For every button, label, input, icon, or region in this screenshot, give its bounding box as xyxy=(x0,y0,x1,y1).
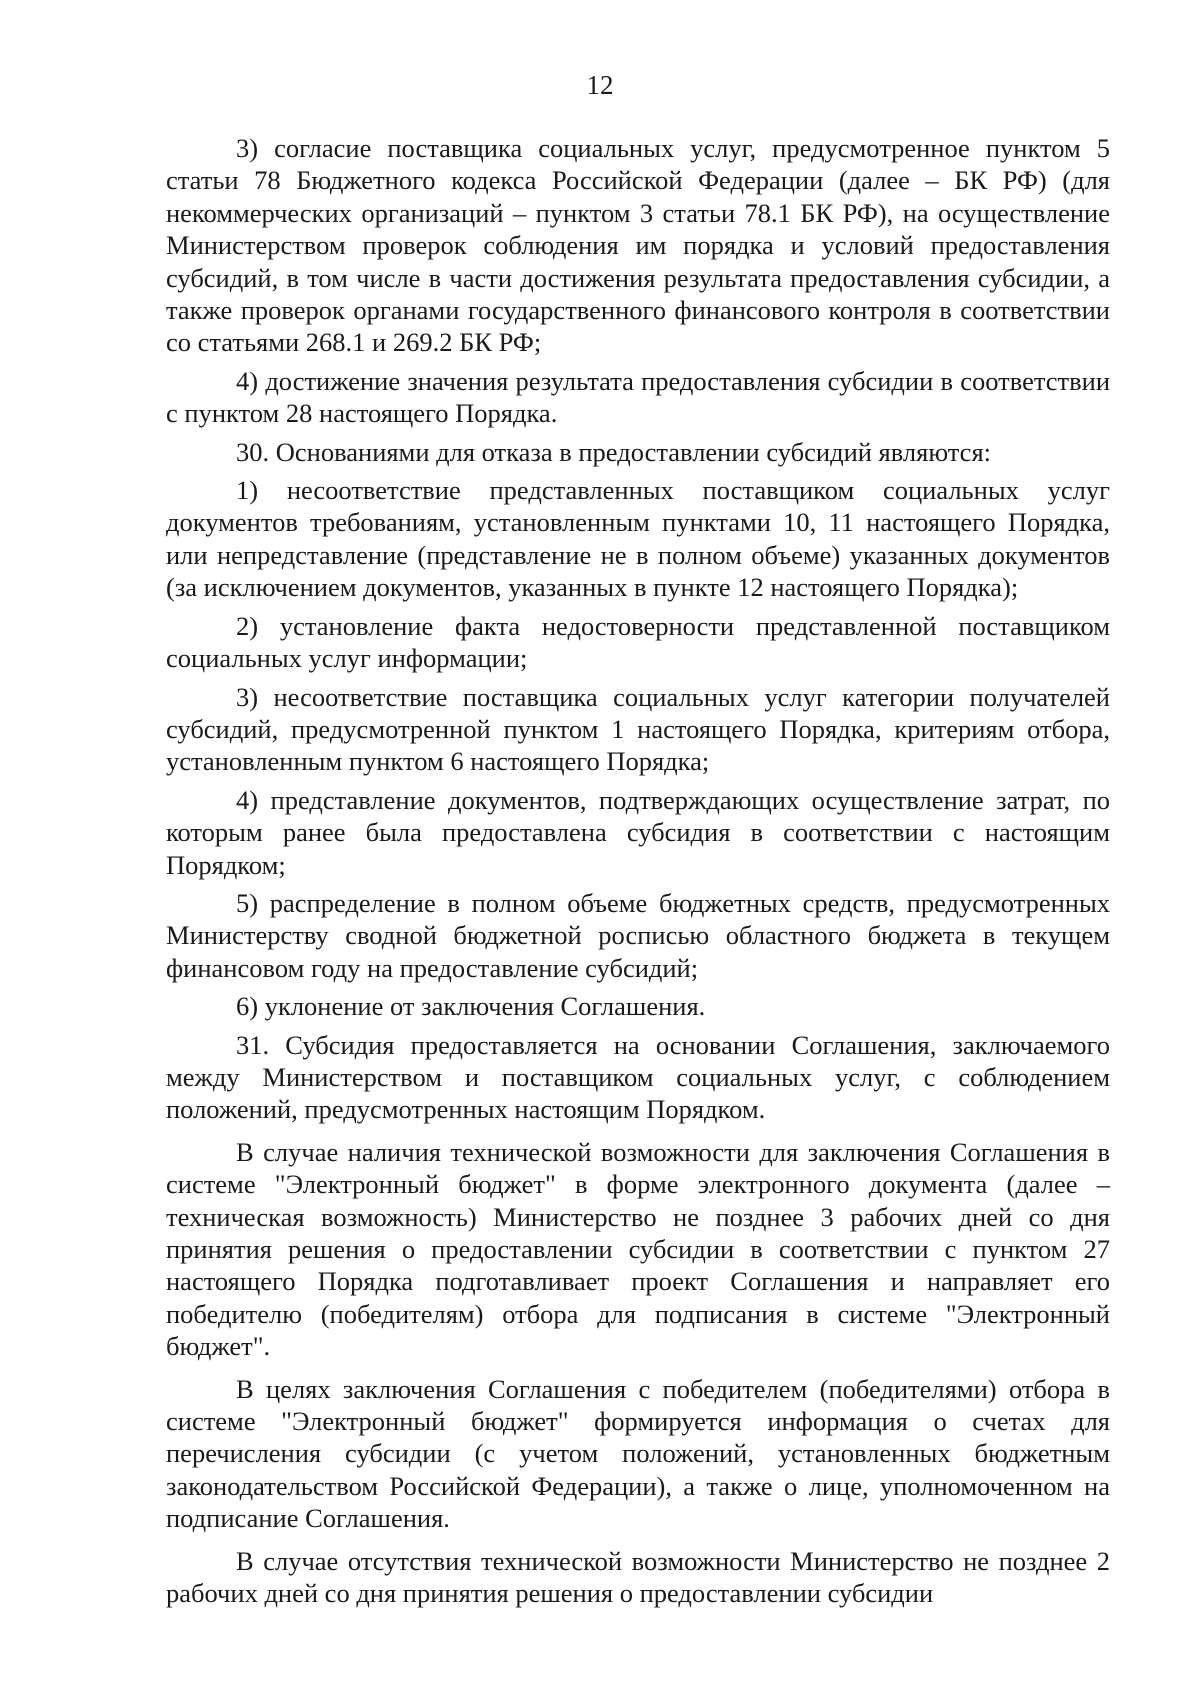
paragraph-refusal-item-5: 5) распределение в полном объеме бюджетных средств, предусмотренных Министерству сводной бюджетной росписью областного бюджета в текущем финансовом году на предоставление субсидий; xyxy=(166,887,1110,983)
paragraph-refusal-item-1: 1) несоответствие представленных поставщиком социальных услуг документов требованиям, установленным пунктами 10, 11 настоящего Порядка, или непредставление (представление не в полном объеме) указанных документов (за исключением документов, указанных в пункте 12 настоящего Порядка); xyxy=(166,475,1110,603)
paragraph-consent-item-3: 3) согласие поставщика социальных услуг, предусмотренное пунктом 5 статьи 78 Бюджетного кодекса Российской Федерации (далее – БК РФ) (для некоммерческих организаций – пунктом 3 статьи 78.1 БК РФ), на осуществление Министерством проверок соблюдения им порядка и условий предоставления субсидий, в том числе в части достижения результата предоставления субсидии, а также проверок органами государственного финансового контроля в соответствии со статьями 268.1 и 269.2 БК РФ; xyxy=(166,133,1110,358)
paragraph-technical-possibility: В случае наличия технической возможности для заключения Соглашения в системе "Электронный бюджет" в форме электронного документа (далее – техническая возможность) Министерство не позднее 3 рабочих дней со дня принятия решения о предоставлении субсидии в соответствии с пунктом 27 настоящего Порядка подготавливает проект Соглашения и направляет его победителю (победителям) отбора для подписания в системе "Электронный бюджет". xyxy=(166,1136,1110,1362)
document-body xyxy=(166,132,1110,1609)
page-number: 12 xyxy=(586,70,614,100)
paragraph-account-information: В целях заключения Соглашения с победителем (победителями) отбора в системе "Электронный бюджет" формируется информация о счетах для перечисления субсидии (с учетом положений, установленных бюджетным законодательством Российской Федерации), а также о лице, уполномоченном на подписание Соглашения. xyxy=(166,1373,1110,1534)
paragraph-refusal-item-6: 6) уклонение от заключения Соглашения. xyxy=(236,991,706,1022)
paragraph-result-item-4: 4) достижение значения результата предоставления субсидии в соответствии с пунктом 28 настоящего Порядка. xyxy=(166,365,1110,429)
paragraph-no-technical-possibility: В случае отсутствия технической возможности Министерство не позднее 2 рабочих дней со дня принятия решения о предоставлении субсидии xyxy=(166,1545,1110,1609)
paragraph-refusal-item-2: 2) установление факта недостоверности представленной поставщиком социальных услуг информации; xyxy=(166,610,1110,674)
paragraph-refusal-item-4: 4) представление документов, подтверждающих осуществление затрат, по которым ранее была предоставлена субсидия в соответствии с настоящим Порядком; xyxy=(166,784,1110,880)
paragraph-refusal-item-3: 3) несоответствие поставщика социальных услуг категории получателей субсидий, предусмотренной пунктом 1 настоящего Порядка, критериям отбора, установленным пунктом 6 настоящего Порядка; xyxy=(166,681,1110,777)
paragraph-clause-31: 31. Субсидия предоставляется на основании Соглашения, заключаемого между Министерством и поставщиком социальных услуг, с соблюдением положений, предусмотренных настоящим Порядком. xyxy=(166,1029,1110,1125)
paragraph-clause-30: 30. Основаниями для отказа в предоставлении субсидий являются: xyxy=(236,436,991,467)
